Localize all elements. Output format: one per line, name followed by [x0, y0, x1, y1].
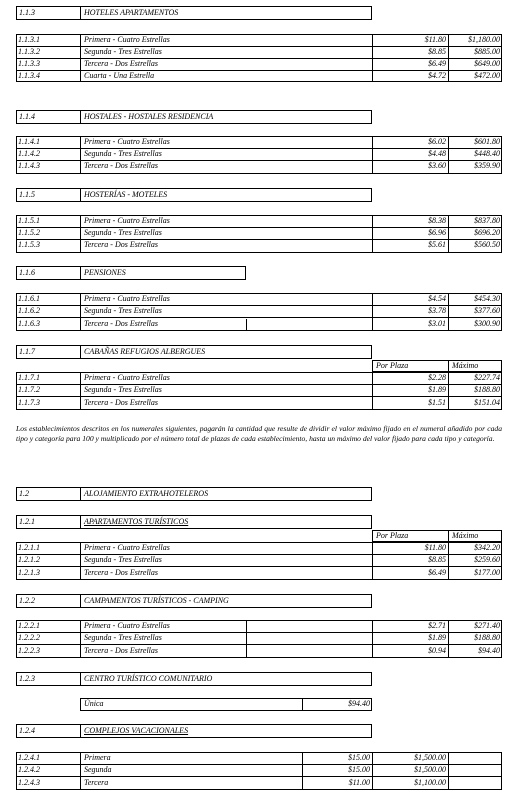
row-code: 1.1.5.1 — [18, 216, 40, 225]
section-title: HOSTALES - HOSTALES RESIDENCIA — [84, 112, 214, 121]
row-name: Tercera - Dos Estrellas — [84, 568, 158, 577]
row-rate: $3.78 — [428, 306, 446, 315]
col-max: Máximo — [452, 531, 479, 540]
row-max: $454.30 — [474, 294, 500, 303]
section-title: CABAÑAS REFUGIOS ALBERGUES — [84, 347, 206, 356]
row-code: 1.1.4.1 — [18, 137, 40, 146]
row-rate: $6.02 — [428, 137, 446, 146]
section-code: 1.1.3 — [19, 8, 35, 17]
row-code: 1.1.5.3 — [18, 240, 40, 249]
row-max: $377.60 — [474, 306, 500, 315]
row-code: 1.2.4.2 — [18, 765, 40, 774]
row-code: 1.2.2.3 — [18, 646, 40, 655]
row-rate: $1.51 — [428, 398, 446, 407]
section-header — [16, 724, 372, 738]
row-name: Primera — [84, 753, 111, 762]
row-rate: $8.38 — [428, 216, 446, 225]
row-name: Primera - Cuatro Estrellas — [84, 621, 170, 630]
row-rate: $1.89 — [428, 385, 446, 394]
row-max: $837.80 — [474, 216, 500, 225]
row-max: $188.80 — [474, 385, 500, 394]
row-name: Cuarta - Una Estrella — [84, 71, 155, 80]
row-name: Segunda - Tres Estrellas — [84, 228, 162, 237]
row-rate: $6.96 — [428, 228, 446, 237]
row-rate: $94.40 — [348, 699, 370, 708]
section-title: PENSIONES — [84, 268, 126, 277]
row-name: Tercera - Dos Estrellas — [84, 646, 158, 655]
row-max: $601.80 — [474, 137, 500, 146]
row-max: $885.00 — [474, 47, 500, 56]
row-rate: $2.71 — [428, 621, 446, 630]
section-header — [16, 6, 372, 20]
row-rate: $15.00 — [348, 753, 370, 762]
section-header — [16, 266, 246, 280]
section-header — [16, 188, 372, 202]
row-code: 1.1.6.2 — [18, 306, 40, 315]
row-name: Primera - Cuatro Estrellas — [84, 373, 170, 382]
row-code: 1.1.7.2 — [18, 385, 40, 394]
row-code: 1.1.4.3 — [18, 161, 40, 170]
section-title: CAMPAMENTOS TURÍSTICOS - CAMPING — [84, 596, 229, 605]
row-code: 1.1.3.2 — [18, 47, 40, 56]
row-max: $649.00 — [474, 59, 500, 68]
row-code: 1.1.3.1 — [18, 35, 40, 44]
section-title: CENTRO TURÍSTICO COMUNITARIO — [84, 674, 213, 683]
section-code: 1.1.7 — [19, 347, 35, 356]
section-code: 1.1.6 — [19, 268, 35, 277]
row-rate: $6.49 — [428, 568, 446, 577]
row-rate: $2.28 — [428, 373, 446, 382]
col-max: Máximo — [452, 361, 479, 370]
row-code: 1.1.6.3 — [18, 319, 40, 328]
row-name: Primera - Cuatro Estrellas — [84, 216, 170, 225]
row-max: $177.00 — [474, 568, 500, 577]
row-name: Segunda - Tres Estrellas — [84, 47, 162, 56]
row-name: Tercera - Dos Estrellas — [84, 319, 158, 328]
row-name: Primera - Cuatro Estrellas — [84, 137, 170, 146]
section-header — [16, 515, 372, 529]
row-name: Tercera — [84, 778, 109, 787]
row-max: $300.90 — [474, 319, 500, 328]
row-rate: $4.72 — [428, 71, 446, 80]
section-code: 1.2 — [19, 489, 29, 498]
row-name: Primera - Cuatro Estrellas — [84, 294, 170, 303]
row-rate: $6.49 — [428, 59, 446, 68]
row-rate: $11.80 — [424, 35, 446, 44]
row-max: $560.50 — [474, 240, 500, 249]
section-code: 1.1.4 — [19, 112, 35, 121]
section-title: HOSTERÍAS - MOTELES — [84, 190, 168, 199]
row-max: $188.80 — [474, 633, 500, 642]
row-name: Segunda - Tres Estrellas — [84, 633, 162, 642]
row-name: Segunda — [84, 765, 112, 774]
col-per-place: Por Plaza — [376, 361, 409, 370]
row-code: 1.1.4.2 — [18, 149, 40, 158]
row-rate: $15.00 — [348, 765, 370, 774]
row-code: 1.2.1.3 — [18, 568, 40, 577]
row-code: 1.1.6.1 — [18, 294, 40, 303]
row-rate: $0.94 — [428, 646, 446, 655]
col-per-place: Por Plaza — [376, 531, 409, 540]
row-code: 1.2.2.2 — [18, 633, 40, 642]
row-name: Segunda - Tres Estrellas — [84, 385, 162, 394]
row-max: $227.74 — [474, 373, 500, 382]
row-max: $696.20 — [474, 228, 500, 237]
row-max: $1,500.00 — [414, 753, 446, 762]
row-name: Segunda - Tres Estrellas — [84, 306, 162, 315]
row-name: Tercera - Dos Estrellas — [84, 240, 158, 249]
row-rate: $11.80 — [424, 543, 446, 552]
row-rate: $3.60 — [428, 161, 446, 170]
row-max: $259.60 — [474, 555, 500, 564]
row-rate: $5.61 — [428, 240, 446, 249]
row-code: 1.1.7.1 — [18, 373, 40, 382]
section-code: 1.2.4 — [19, 726, 35, 735]
row-name: Tercera - Dos Estrellas — [84, 59, 158, 68]
row-code: 1.2.4.3 — [18, 778, 40, 787]
row-name: Primera - Cuatro Estrellas — [84, 543, 170, 552]
section-title: APARTAMENTOS TURÍSTICOS — [84, 517, 189, 526]
row-name: Primera - Cuatro Estrellas — [84, 35, 170, 44]
row-max: $271.40 — [474, 621, 500, 630]
row-code: 1.2.4.1 — [18, 753, 40, 762]
row-name: Segunda - Tres Estrellas — [84, 555, 162, 564]
section-code: 1.2.3 — [19, 674, 35, 683]
row-max: $1,180.00 — [468, 35, 500, 44]
row-rate: $4.48 — [428, 149, 446, 158]
row-rate: $11.00 — [348, 778, 370, 787]
row-max: $1,500.00 — [414, 765, 446, 774]
row-rate: $8.85 — [428, 47, 446, 56]
row-rate: $3.01 — [428, 319, 446, 328]
row-max: $448.40 — [474, 149, 500, 158]
row-max: $94.40 — [478, 646, 500, 655]
row-name: Tercera - Dos Estrellas — [84, 161, 158, 170]
row-code: 1.1.5.2 — [18, 228, 40, 237]
row-max: $342.20 — [474, 543, 500, 552]
row-name: Tercera - Dos Estrellas — [84, 398, 158, 407]
row-max: $151.04 — [474, 398, 500, 407]
row-code: 1.2.2.1 — [18, 621, 40, 630]
row-max: $1,100.00 — [414, 778, 446, 787]
row-code: 1.1.3.3 — [18, 59, 40, 68]
row-rate: $4.54 — [428, 294, 446, 303]
row-max: $472.00 — [474, 71, 500, 80]
row-rate: $1.89 — [428, 633, 446, 642]
row-code: 1.2.1.1 — [18, 543, 40, 552]
section-code: 1.2.2 — [19, 596, 35, 605]
section-title: ALOJAMIENTO EXTRAHOTELEROS — [84, 489, 209, 498]
section-code: 1.2.1 — [19, 517, 35, 526]
explanatory-paragraph: Los establecimientos descritos en los numerales siguientes, pagarán la cantidad que resulte de dividir el valor máximo fijado en el numeral añadido por cada tipo y categoría para 100 y multiplicado por el número total de plazas de cada establecimiento, hasta un máximo del valor fijado para cada tipo y categoría. — [16, 424, 502, 443]
row-name: Segunda - Tres Estrellas — [84, 149, 162, 158]
row-code: 1.1.3.4 — [18, 71, 40, 80]
row-code: 1.2.1.2 — [18, 555, 40, 564]
row-max: $359.90 — [474, 161, 500, 170]
section-code: 1.1.5 — [19, 190, 35, 199]
row-rate: $8.85 — [428, 555, 446, 564]
section-title: COMPLEJOS VACACIONALES — [84, 726, 189, 735]
section-title: HOTELES APARTAMENTOS — [84, 8, 179, 17]
row-name: Única — [84, 699, 104, 708]
row-code: 1.1.7.3 — [18, 398, 40, 407]
